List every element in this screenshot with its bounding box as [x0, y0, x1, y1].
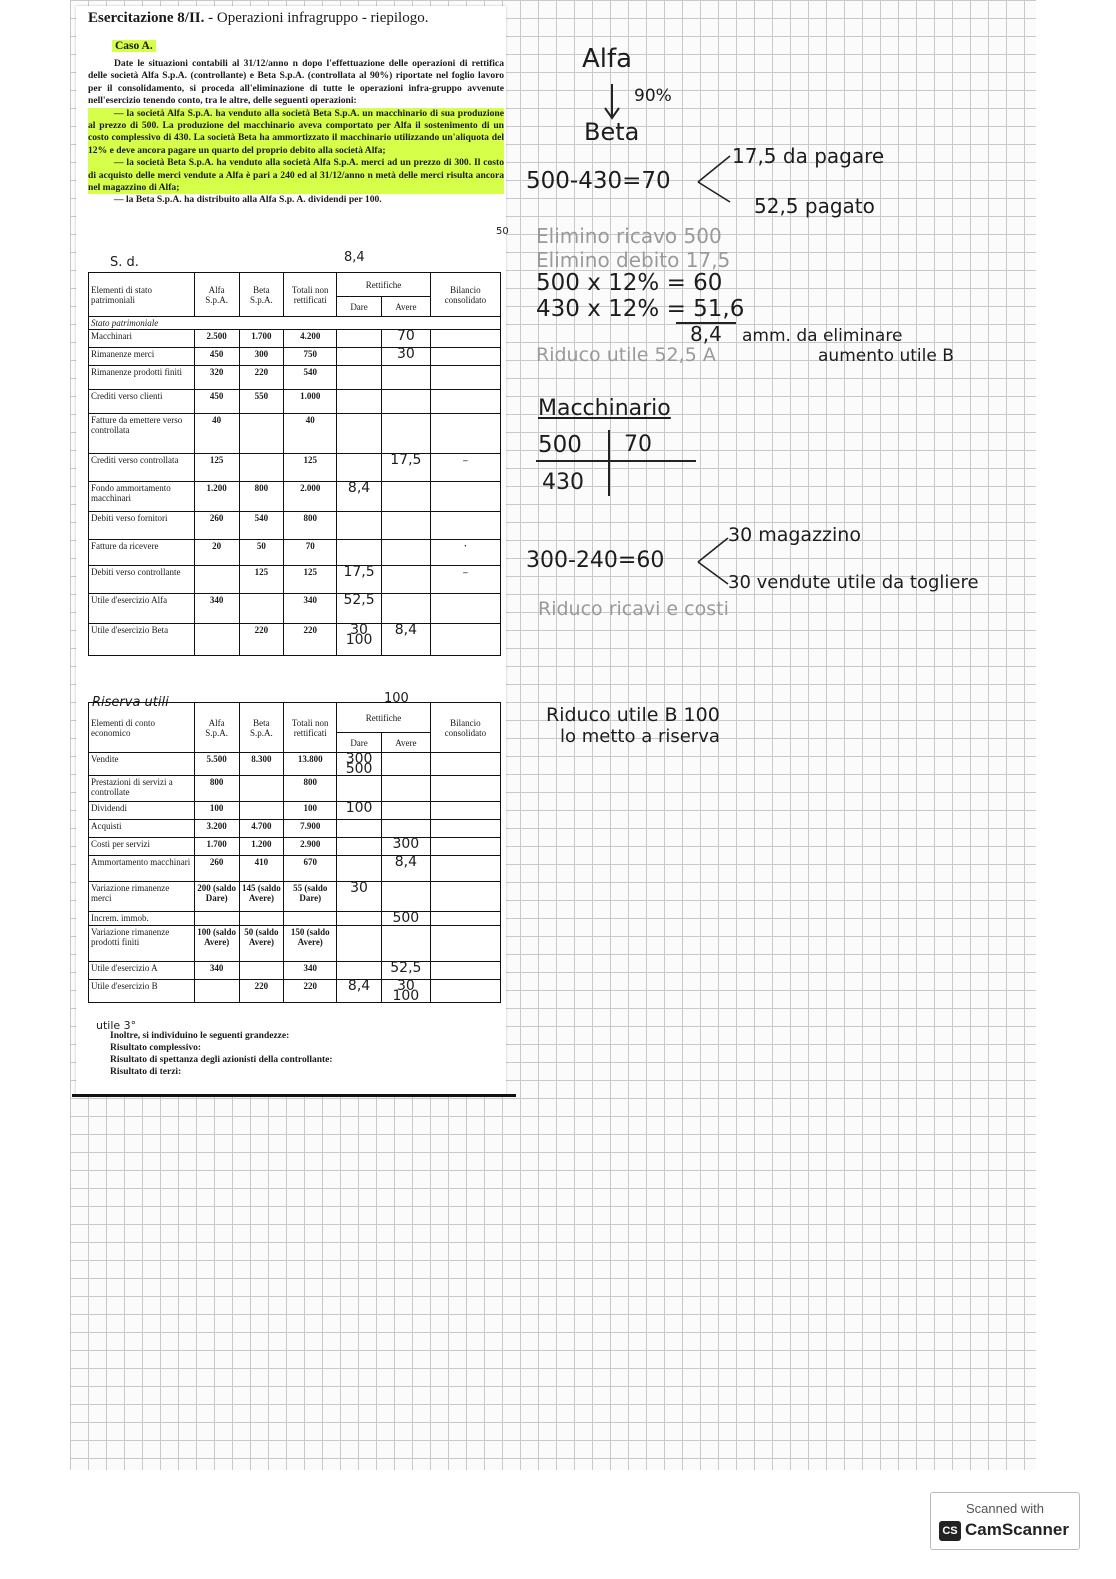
cell-beta: 125 — [239, 566, 284, 594]
cell-avere: 30 100 — [381, 980, 430, 1003]
cell-bilancio — [430, 856, 500, 882]
cell-dare: 100 — [337, 802, 382, 820]
cell-bilancio — [430, 414, 500, 454]
cell-beta: 50 — [239, 540, 284, 566]
cell-total: 4.200 — [284, 330, 337, 348]
cell-bilancio — [430, 820, 500, 838]
cell-avere — [381, 482, 430, 512]
table-row — [89, 414, 501, 454]
col-avere-ce: Avere — [381, 733, 430, 753]
cell-avere — [381, 390, 430, 414]
branch-arrow-icon-2 — [696, 530, 730, 590]
col-rettifiche: Rettifiche — [337, 273, 431, 297]
cell-alfa: 125 — [194, 454, 239, 482]
arrow-down-icon — [600, 82, 630, 122]
cell-avere — [381, 882, 430, 912]
table-row — [89, 776, 501, 802]
note-riserva: lo metto a riserva — [560, 726, 720, 747]
cell-beta: 540 — [239, 512, 284, 540]
row-label: Fatture da emettere verso controllata — [89, 414, 195, 454]
cell-total: 1.000 — [284, 390, 337, 414]
cell-beta: 220 — [239, 980, 284, 1003]
table-row — [89, 512, 501, 540]
question-risultato-complessivo: Risultato complessivo: — [110, 1043, 202, 1053]
table-row — [89, 594, 501, 624]
paragraph-op1: — la società Alfa S.p.A. ha venduto alla società Beta S.p.A. un macchinario di sua produzione al prezzo di 500. La produzione del macchinario aveva comportato per Alfa il sostenimento di un costo complessivo di 430. La società Beta ha ammortizzato il macchinario utilizzando un'aliquota del 12% e deve ancora pagare un quarto del proprio debito alla società Alfa; — [88, 107, 504, 156]
row-label: Debiti verso fornitori — [89, 512, 195, 540]
cell-alfa: 340 — [194, 962, 239, 980]
cell-beta — [239, 962, 284, 980]
cell-avere: 8,4 — [381, 856, 430, 882]
cell-beta — [239, 912, 284, 926]
note-elimino-ricavo: Elimino ricavo 500 — [536, 224, 722, 248]
cell-total: 340 — [284, 962, 337, 980]
cell-bilancio — [430, 482, 500, 512]
paragraph-op2: — la società Beta S.p.A. ha venduto alla società Alfa S.p.A. merci ad un prezzo di 300. Il costo di acquisto delle merci vendute a Alfa è pari a 240 ed al 31/12/anno n metà delle merci risulta ancora nel magazzino di Alfa; — [88, 157, 504, 194]
cell-bilancio — [430, 366, 500, 390]
cell-total: 340 — [284, 594, 337, 624]
cell-avere: 30 — [381, 348, 430, 366]
cell-dare: 17,5 — [337, 566, 382, 594]
cell-avere — [381, 512, 430, 540]
cell-bilancio — [430, 512, 500, 540]
cell-bilancio: – — [430, 566, 500, 594]
cell-avere: 52,5 — [381, 962, 430, 980]
cell-dare — [337, 414, 382, 454]
cell-dare — [337, 348, 382, 366]
note-branch-1: 17,5 da pagare — [732, 144, 885, 168]
note-calc-1: 500 x 12% = 60 — [536, 270, 723, 296]
t-account-vertical — [608, 430, 610, 496]
camscanner-logo-icon: CS — [939, 1521, 961, 1541]
table-row — [89, 980, 501, 1003]
riserva-value: 100 — [384, 691, 409, 706]
cell-avere: 500 — [381, 912, 430, 926]
col-avere: Avere — [381, 297, 430, 317]
note-alfa: Alfa — [582, 44, 633, 74]
cell-dare — [337, 820, 382, 838]
table-row — [89, 882, 501, 912]
question-risultato-controllante: Risultato di spettanza degli azionisti della controllante: — [110, 1055, 333, 1065]
cell-bilancio — [430, 912, 500, 926]
cell-total: 540 — [284, 366, 337, 390]
note-macch-right-1: 70 — [624, 432, 652, 457]
cell-bilancio — [430, 838, 500, 856]
note-calc-3: 8,4 — [690, 322, 722, 346]
cell-dare — [337, 330, 382, 348]
note-calc-2: 430 x 12% = 51,6 — [536, 296, 745, 322]
note-aumento-utile: aumento utile B — [818, 346, 954, 366]
note-riduco-ricavi: Riduco ricavi e costi — [538, 598, 729, 620]
table-row — [89, 482, 501, 512]
cell-total — [284, 912, 337, 926]
cell-alfa — [194, 912, 239, 926]
cell-avere: 8,4 — [381, 624, 430, 656]
cell-avere — [381, 366, 430, 390]
cell-alfa: 20 — [194, 540, 239, 566]
col-rettifiche-ce: Rettifiche — [337, 703, 431, 733]
cell-beta: 4.700 — [239, 820, 284, 838]
row-label: Variazione rimanenze merci — [89, 882, 195, 912]
col-totals: Totali non rettificati — [284, 273, 337, 317]
cell-bilancio — [430, 330, 500, 348]
camscanner-line1: Scanned with — [965, 1501, 1045, 1516]
paragraph-intro: Date le situazioni contabili al 31/12/anno n dopo l'effettuazione delle operazioni di rettifica delle società Alfa S.p.A. (controllante) e Beta S.p.A. (controllata al 90%) riportate nel foglio lavoro per il consolidamento, si proceda all'eliminazione di tutte le operazioni infra-gruppo avvenute nell'esercizio tenendo conto, tra le altre, delle seguenti operazioni: — [88, 58, 504, 107]
table-row — [89, 753, 501, 776]
table-row — [89, 820, 501, 838]
note-eq2: 300-240=60 — [526, 548, 665, 573]
note-macch-left-2: 430 — [542, 470, 584, 495]
balance-sheet-table — [88, 272, 501, 656]
cell-total: 40 — [284, 414, 337, 454]
row-label: Ammortamento macchinari — [89, 856, 195, 882]
cell-bilancio — [430, 753, 500, 776]
col-elements-ce: Elementi di conto economico — [89, 703, 195, 753]
cell-beta: 145 (saldo Avere) — [239, 882, 284, 912]
row-label: Rimanenze prodotti finiti — [89, 366, 195, 390]
cell-alfa: 450 — [194, 390, 239, 414]
note-beta: Beta — [584, 118, 640, 146]
cell-total: 13.800 — [284, 753, 337, 776]
cell-beta: 50 (saldo Avere) — [239, 926, 284, 962]
cell-dare: 300 500 — [337, 753, 382, 776]
camscanner-line2: CamScanner — [965, 1520, 1069, 1539]
cell-dare — [337, 454, 382, 482]
cell-bilancio — [430, 624, 500, 656]
table-row — [89, 540, 501, 566]
note-branch-4: 30 vendute utile da togliere — [728, 572, 979, 593]
riserva-label: Riserva utili — [92, 695, 169, 710]
cell-total: 55 (saldo Dare) — [284, 882, 337, 912]
cell-bilancio: · — [430, 540, 500, 566]
row-label: Costi per servizi — [89, 838, 195, 856]
table-row — [89, 962, 501, 980]
table-row — [89, 926, 501, 962]
case-label: Caso A. — [112, 40, 156, 52]
cell-beta — [239, 802, 284, 820]
cell-bilancio: – — [430, 454, 500, 482]
cell-beta: 220 — [239, 624, 284, 656]
cell-dare: 30 100 — [337, 624, 382, 656]
col-elements: Elementi di stato patrimoniali — [89, 273, 195, 317]
cell-total: 750 — [284, 348, 337, 366]
cell-alfa: 200 (saldo Dare) — [194, 882, 239, 912]
col-bilancio: Bilancio consolidato — [430, 273, 500, 317]
note-branch-3: 30 magazzino — [728, 524, 861, 546]
note-branch-2: 52,5 pagato — [754, 194, 875, 218]
cell-total: 2.900 — [284, 838, 337, 856]
cell-bilancio — [430, 390, 500, 414]
col-alfa-ce: Alfa S.p.A. — [194, 703, 239, 753]
cell-bilancio — [430, 980, 500, 1003]
cell-bilancio — [430, 926, 500, 962]
cell-dare — [337, 390, 382, 414]
cell-total: 125 — [284, 566, 337, 594]
row-label: Prestazioni di servizi a controllate — [89, 776, 195, 802]
cell-alfa: 100 — [194, 802, 239, 820]
cell-alfa: 800 — [194, 776, 239, 802]
cell-alfa — [194, 624, 239, 656]
cell-total: 100 — [284, 802, 337, 820]
note-macch-left-1: 500 — [538, 432, 582, 458]
col-beta-ce: Beta S.p.A. — [239, 703, 284, 753]
note-macchinario-title: Macchinario — [538, 396, 671, 421]
margin-note-sd: S. d. — [110, 255, 139, 270]
cell-dare — [337, 926, 382, 962]
question-risultato-terzi: Risultato di terzi: — [110, 1067, 182, 1077]
cell-bilancio — [430, 776, 500, 802]
cell-bilancio — [430, 594, 500, 624]
table-row — [89, 330, 501, 348]
cell-alfa: 1.200 — [194, 482, 239, 512]
section-label: Stato patrimoniale — [89, 317, 501, 330]
camscanner-badge — [930, 1492, 1080, 1550]
exercise-title: Esercitazione 8/II. - Operazioni infragruppo - riepilogo. — [88, 10, 429, 26]
cell-beta: 220 — [239, 366, 284, 390]
cell-alfa: 2.500 — [194, 330, 239, 348]
row-label: Utile d'esercizio Beta — [89, 624, 195, 656]
row-label: Debiti verso controllante — [89, 566, 195, 594]
cell-alfa: 260 — [194, 856, 239, 882]
question-intro: Inoltre, si individuino le seguenti grandezze: — [110, 1031, 290, 1041]
cell-dare — [337, 856, 382, 882]
cell-alfa: 320 — [194, 366, 239, 390]
cell-beta: 800 — [239, 482, 284, 512]
cell-avere — [381, 414, 430, 454]
table-row — [89, 838, 501, 856]
row-label: Utile d'esercizio B — [89, 980, 195, 1003]
cell-alfa: 450 — [194, 348, 239, 366]
cell-avere — [381, 566, 430, 594]
cell-dare — [337, 512, 382, 540]
exercise-text — [88, 58, 504, 207]
table-row — [89, 454, 501, 482]
cell-avere — [381, 820, 430, 838]
row-label: Fondo ammortamento macchinari — [89, 482, 195, 512]
paragraph-op3: — la Beta S.p.A. ha distribuito alla Alfa S.p. A. dividendi per 100. — [114, 194, 382, 206]
cell-dare — [337, 776, 382, 802]
cell-bilancio — [430, 348, 500, 366]
cell-dare — [337, 912, 382, 926]
cell-beta: 8.300 — [239, 753, 284, 776]
cell-total: 800 — [284, 512, 337, 540]
note-riduco-utile: Riduco utile 52,5 A — [536, 344, 716, 366]
col-totals-ce: Totali non rettificati — [284, 703, 337, 753]
cell-dare — [337, 962, 382, 980]
col-beta: Beta S.p.A. — [239, 273, 284, 317]
cell-alfa: 1.700 — [194, 838, 239, 856]
note-eq1: 500-430=70 — [526, 168, 671, 194]
note-percentage: 90% — [634, 86, 672, 106]
row-label: Acquisti — [89, 820, 195, 838]
cell-dare: 8,4 — [337, 482, 382, 512]
col-alfa: Alfa S.p.A. — [194, 273, 239, 317]
cell-alfa: 100 (saldo Avere) — [194, 926, 239, 962]
income-statement-table — [88, 702, 501, 1003]
cell-avere — [381, 926, 430, 962]
sheet-bottom-line — [72, 1094, 516, 1097]
cell-avere — [381, 802, 430, 820]
cell-avere — [381, 540, 430, 566]
table-row — [89, 566, 501, 594]
note-elimino-debito: Elimino debito 17,5 — [536, 248, 731, 272]
row-label: Vendite — [89, 753, 195, 776]
cell-avere — [381, 776, 430, 802]
cell-bilancio — [430, 802, 500, 820]
cell-beta: 1.200 — [239, 838, 284, 856]
cell-total: 70 — [284, 540, 337, 566]
cell-alfa — [194, 980, 239, 1003]
cell-beta: 300 — [239, 348, 284, 366]
margin-note-84: 8,4 — [344, 250, 365, 265]
row-label: Utile d'esercizio Alfa — [89, 594, 195, 624]
cell-total: 220 — [284, 624, 337, 656]
cell-dare: 8,4 — [337, 980, 382, 1003]
cell-total: 7.900 — [284, 820, 337, 838]
cell-dare — [337, 366, 382, 390]
cell-beta: 550 — [239, 390, 284, 414]
note-riduco-utile-b: Riduco utile B 100 — [546, 704, 720, 726]
cell-avere: 70 — [381, 330, 430, 348]
cell-alfa — [194, 566, 239, 594]
col-dare: Dare — [337, 297, 382, 317]
cell-total: 800 — [284, 776, 337, 802]
cell-bilancio — [430, 962, 500, 980]
row-label: Fatture da ricevere — [89, 540, 195, 566]
cell-dare — [337, 838, 382, 856]
cell-alfa: 40 — [194, 414, 239, 454]
cell-beta — [239, 776, 284, 802]
table-row — [89, 802, 501, 820]
cell-alfa: 340 — [194, 594, 239, 624]
cell-beta: 410 — [239, 856, 284, 882]
row-label: Utile d'esercizio A — [89, 962, 195, 980]
col-bilancio-ce: Bilancio consolidato — [430, 703, 500, 753]
note-calc-3-text: amm. da eliminare — [742, 326, 903, 346]
branch-arrow-icon — [694, 150, 734, 210]
cell-beta: 1.700 — [239, 330, 284, 348]
row-label: Macchinari — [89, 330, 195, 348]
table-row — [89, 348, 501, 366]
row-label: Increm. immob. — [89, 912, 195, 926]
utile-3-note: utile 3° — [96, 1019, 137, 1032]
cell-total: 2.000 — [284, 482, 337, 512]
cell-beta — [239, 414, 284, 454]
questions-block — [110, 1030, 333, 1078]
t-account-horizontal — [536, 460, 696, 462]
cell-avere — [381, 753, 430, 776]
table-row — [89, 624, 501, 656]
row-label: Crediti verso controllata — [89, 454, 195, 482]
cell-avere — [381, 594, 430, 624]
row-label: Crediti verso clienti — [89, 390, 195, 414]
cell-beta — [239, 594, 284, 624]
row-label: Variazione rimanenze prodotti finiti — [89, 926, 195, 962]
row-label: Dividendi — [89, 802, 195, 820]
cell-alfa: 3.200 — [194, 820, 239, 838]
table-row — [89, 366, 501, 390]
cell-dare: 30 — [337, 882, 382, 912]
cell-bilancio — [430, 882, 500, 912]
cell-alfa: 260 — [194, 512, 239, 540]
cell-dare: 52,5 — [337, 594, 382, 624]
cell-avere: 300 — [381, 838, 430, 856]
table-row — [89, 856, 501, 882]
table-row — [89, 390, 501, 414]
cell-alfa: 5.500 — [194, 753, 239, 776]
row-label: Rimanenze merci — [89, 348, 195, 366]
cell-dare — [337, 540, 382, 566]
cell-total: 220 — [284, 980, 337, 1003]
cell-total: 150 (saldo Avere) — [284, 926, 337, 962]
col-dare-ce: Dare — [337, 733, 382, 753]
cell-avere: 17,5 — [381, 454, 430, 482]
cell-total: 670 — [284, 856, 337, 882]
cell-beta — [239, 454, 284, 482]
table-row — [89, 912, 501, 926]
cell-total: 125 — [284, 454, 337, 482]
margin-note-50: 50 — [496, 226, 509, 237]
